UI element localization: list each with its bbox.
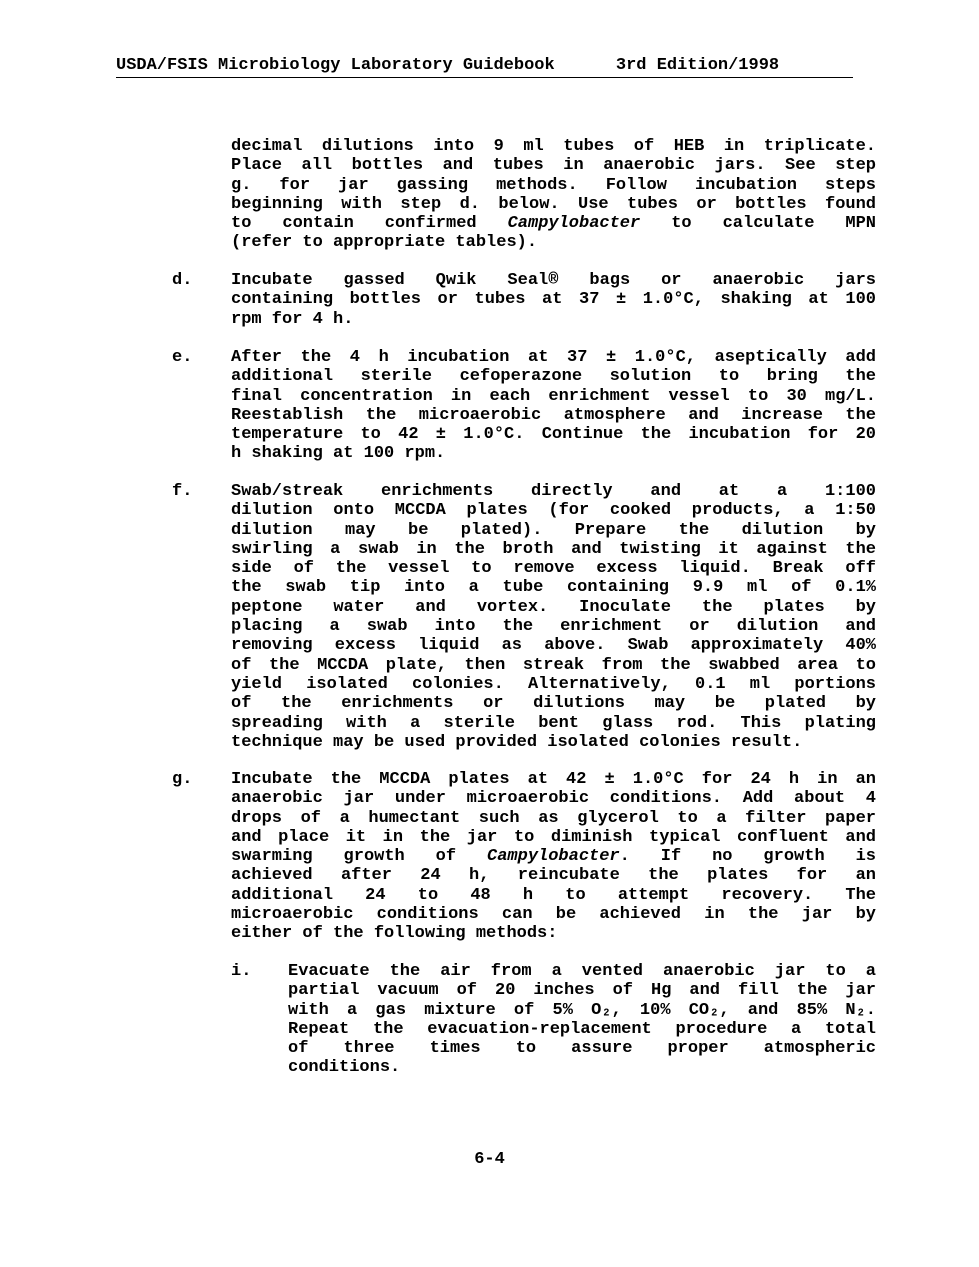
- text-line: Reestablish the microaerobic atmosphere and increase the: [231, 405, 876, 425]
- text-line: rpm for 4 h.: [231, 309, 354, 329]
- text-line: either of the following methods:: [231, 924, 558, 944]
- text-line: the swab tip into a tube containing 9.9 ml of 0.1%: [231, 578, 876, 598]
- step-f-text: [231, 482, 876, 752]
- page-number: 6-4: [474, 1150, 505, 1169]
- text-line: Evacuate the air from a vented anaerobic jar to a: [288, 962, 876, 981]
- step-f-marker: f.: [172, 482, 193, 501]
- text-line: additional sterile cefoperazone solution to bring the: [231, 367, 876, 387]
- text-line: dilution may be plated). Prepare the dilution by: [231, 520, 876, 540]
- text-line: Repeat the evacuation-replacement procedure a total: [288, 1019, 876, 1039]
- text-line: temperature to 42 ± 1.0°C. Continue the incubation for 20: [231, 425, 876, 445]
- text-line: swarming growth of Campylobacter. If no growth is: [231, 847, 876, 867]
- text-line: dilution onto MCCDA plates (for cooked products, a 1:50: [231, 501, 876, 521]
- step-d-text: [231, 271, 876, 329]
- text-line: conditions.: [288, 1058, 401, 1078]
- step-d-marker: d.: [172, 271, 193, 290]
- italic-term: Campylobacter: [487, 847, 620, 867]
- text-line: After the 4 h incubation at 37 ± 1.0°C, aseptically add: [231, 348, 876, 367]
- text-line: beginning with step d. below. Use tubes or bottles found: [231, 194, 876, 214]
- text-line: to contain confirmed Campylobacter to calculate MPN: [231, 214, 876, 234]
- italic-term: Campylobacter: [507, 214, 641, 234]
- text-line: h shaking at 100 rpm.: [231, 444, 446, 464]
- text-line: and place it in the jar to diminish typical confluent and: [231, 827, 876, 847]
- text-line: g. for jar gassing methods. Follow incubation steps: [231, 175, 876, 195]
- text-line: swirling a swab in the broth and twisting it against the: [231, 539, 876, 559]
- text-line: drops of a humectant such as glycerol to a filter paper: [231, 808, 876, 828]
- header-underline: [116, 77, 853, 78]
- text-line: Incubate the MCCDA plates at 42 ± 1.0°C for 24 h in an: [231, 770, 876, 789]
- text-line: final concentration in each enrichment vessel to 30 mg/L.: [231, 386, 876, 406]
- step-e-marker: e.: [172, 348, 193, 367]
- text-line: partial vacuum of 20 inches of Hg and fill the jar: [288, 981, 876, 1001]
- text-line: Place all bottles and tubes in anaerobic jars. See step: [231, 156, 876, 176]
- text-line: with a gas mixture of 5% O₂, 10% CO₂, and 85% N₂.: [288, 1000, 876, 1020]
- running-header: [116, 56, 853, 76]
- text-line: of the enrichments or dilutions may be plated by: [231, 694, 876, 714]
- text-line: yield isolated colonies. Alternatively, 0.1 ml portions: [231, 674, 876, 694]
- text-line: technique may be used provided isolated colonies result.: [231, 732, 803, 752]
- text-line: side of the vessel to remove excess liquid. Break off: [231, 559, 876, 579]
- text-line: Swab/streak enrichments directly and at a 1:100: [231, 482, 876, 501]
- text-line: microaerobic conditions can be achieved in the jar by: [231, 905, 876, 925]
- text-line: achieved after 24 h, reincubate the plates for an: [231, 866, 876, 886]
- text-line: anaerobic jar under microaerobic conditions. Add about 4: [231, 789, 876, 809]
- header-edition: 3rd Edition/1998: [615, 56, 780, 75]
- text-line: (refer to appropriate tables).: [231, 233, 538, 253]
- step-g-marker: g.: [172, 770, 193, 789]
- text-line: of three times to assure proper atmospheric: [288, 1039, 876, 1059]
- text-line: peptone water and vortex. Inoculate the plates by: [231, 597, 876, 617]
- substep-i-marker: i.: [231, 962, 252, 981]
- step-e-text: [231, 348, 876, 464]
- substep-i-text: [288, 962, 876, 1078]
- text-line: placing a swab into the enrichment or dilution and: [231, 617, 876, 637]
- text-line: containing bottles or tubes at 37 ± 1.0°C, shaking at 100: [231, 290, 876, 310]
- text-line: spreading with a sterile bent glass rod. This plating: [231, 713, 876, 733]
- step-g-text: [231, 770, 876, 944]
- header-title: USDA/FSIS Microbiology Laboratory Guidebook: [116, 56, 555, 75]
- text-line: removing excess liquid as above. Swab approximately 40%: [231, 636, 876, 656]
- text-line: decimal dilutions into 9 ml tubes of HEB in triplicate.: [231, 137, 876, 156]
- text-line: Incubate gassed Qwik Seal® bags or anaerobic jars: [231, 271, 876, 290]
- continuation-paragraph: [231, 137, 876, 253]
- text-line: of the MCCDA plate, then streak from the swabbed area to: [231, 655, 876, 675]
- text-line: additional 24 to 48 h to attempt recovery. The: [231, 885, 876, 905]
